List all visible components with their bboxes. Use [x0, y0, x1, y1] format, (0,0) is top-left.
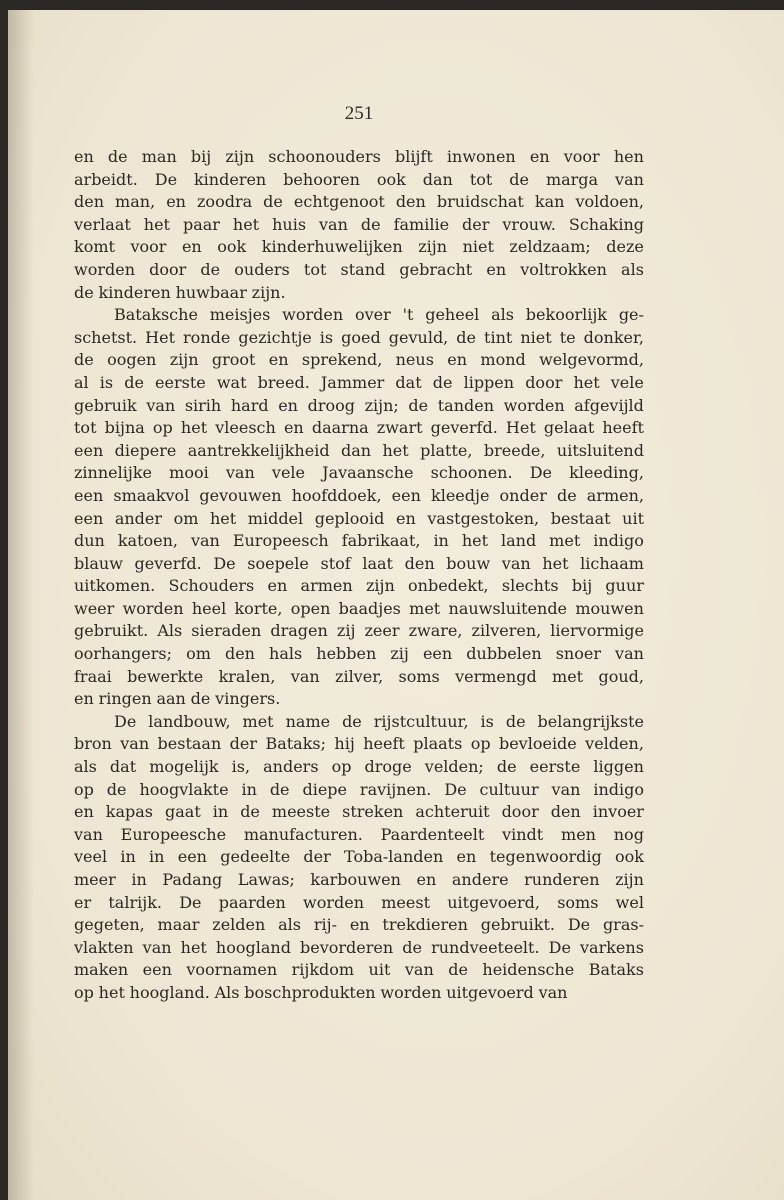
- paragraph: [74, 304, 644, 711]
- text-line: worden door de ouders tot stand gebracht en voltrokken als: [74, 259, 644, 279]
- text-line: op de hoogvlakte in de diepe ravijnen. De cultuur van indigo: [74, 779, 644, 799]
- text-line: maken een voornamen rijkdom uit van de heidensche Bataks: [74, 960, 644, 980]
- text-line: den man, en zoodra de echtgenoot den bruidschat kan voldoen,: [74, 192, 644, 212]
- text-line: en ringen aan de vingers.: [74, 689, 281, 709]
- text-line: en kapas gaat in de meeste streken achteruit door den invoer: [74, 802, 644, 822]
- paragraph: [74, 711, 644, 1005]
- text-line: De landbouw, met name de rijstcultuur, is de belangrijkste: [114, 711, 644, 731]
- text-line: al is de eerste wat breed. Jammer dat de lippen door het vele: [74, 372, 644, 392]
- text-line: de kinderen huwbaar zijn.: [74, 282, 286, 302]
- text-line: zinnelijke mooi van vele Javaansche schoonen. De kleeding,: [74, 463, 644, 483]
- text-line: gebruik van sirih hard en droog zijn; de tanden worden afgevijld: [74, 395, 644, 415]
- text-line: weer worden heel korte, open baadjes met nauwsluitende mouwen: [74, 598, 644, 618]
- text-line: veel in in een gedeelte der Toba-landen en tegenwoordig ook: [74, 847, 644, 867]
- text-line: verlaat het paar het huis van de familie der vrouw. Schaking: [74, 214, 644, 234]
- text-line: als dat mogelijk is, anders op droge velden; de eerste liggen: [74, 757, 644, 777]
- text-line: een ander om het middel geplooid en vastgestoken, bestaat uit: [74, 508, 644, 528]
- text-line: schetst. Het ronde gezichtje is goed gevuld, de tint niet te donker,: [74, 327, 644, 347]
- text-line: meer in Padang Lawas; karbouwen en andere runderen zijn: [74, 870, 644, 889]
- text-line: uitkomen. Schouders en armen zijn onbedekt, slechts bij guur: [74, 576, 644, 596]
- page-number: 251: [344, 103, 374, 124]
- text-line: blauw geverfd. De soepele stof laat den bouw van het lichaam: [74, 553, 644, 573]
- page-gutter-shadow: [8, 10, 34, 1200]
- text-line: een smaakvol gevouwen hoofddoek, een kleedje onder de armen,: [74, 485, 644, 505]
- text-line: gegeten, maar zelden als rij- en trekdieren gebruikt. De gras-: [74, 915, 644, 935]
- paragraph: [74, 146, 644, 304]
- text-line: en de man bij zijn schoonouders blijft inwonen en voor hen: [74, 147, 644, 166]
- text-line: de oogen zijn groot en sprekend, neus en mond welgevormd,: [74, 350, 644, 370]
- body-text: [74, 146, 644, 1005]
- text-line: Bataksche meisjes worden over 't geheel als bekoorlijk ge-: [114, 305, 644, 325]
- text-line: dun katoen, van Europeesch fabrikaat, in het land met indigo: [74, 531, 644, 551]
- text-line: een diepere aantrekkelijkheid dan het platte, breede, uitsluitend: [74, 440, 644, 460]
- text-line: gebruikt. Als sieraden dragen zij zeer zware, zilveren, liervormige: [74, 621, 644, 641]
- text-line: op het hoogland. Als boschprodukten worden uitgevoerd van: [74, 982, 568, 1002]
- text-line: bron van bestaan der Bataks; hij heeft plaats op bevloeide velden,: [74, 734, 644, 754]
- text-line: arbeidt. De kinderen behooren ook dan tot de marga van: [74, 169, 644, 189]
- text-line: fraai bewerkte kralen, van zilver, soms vermengd met goud,: [74, 666, 644, 686]
- text-line: tot bijna op het vleesch en daarna zwart geverfd. Het gelaat heeft: [74, 418, 644, 438]
- text-line: komt voor en ook kinderhuwelijken zijn niet zeldzaam; deze: [74, 237, 644, 257]
- text-line: vlakten van het hoogland bevorderen de rundveeteelt. De varkens: [74, 937, 644, 957]
- text-line: er talrijk. De paarden worden meest uitgevoerd, soms wel: [74, 892, 644, 912]
- text-line: van Europeesche manufacturen. Paardenteelt vindt men nog: [74, 824, 644, 844]
- text-line: oorhangers; om den hals hebben zij een dubbelen snoer van: [74, 644, 644, 664]
